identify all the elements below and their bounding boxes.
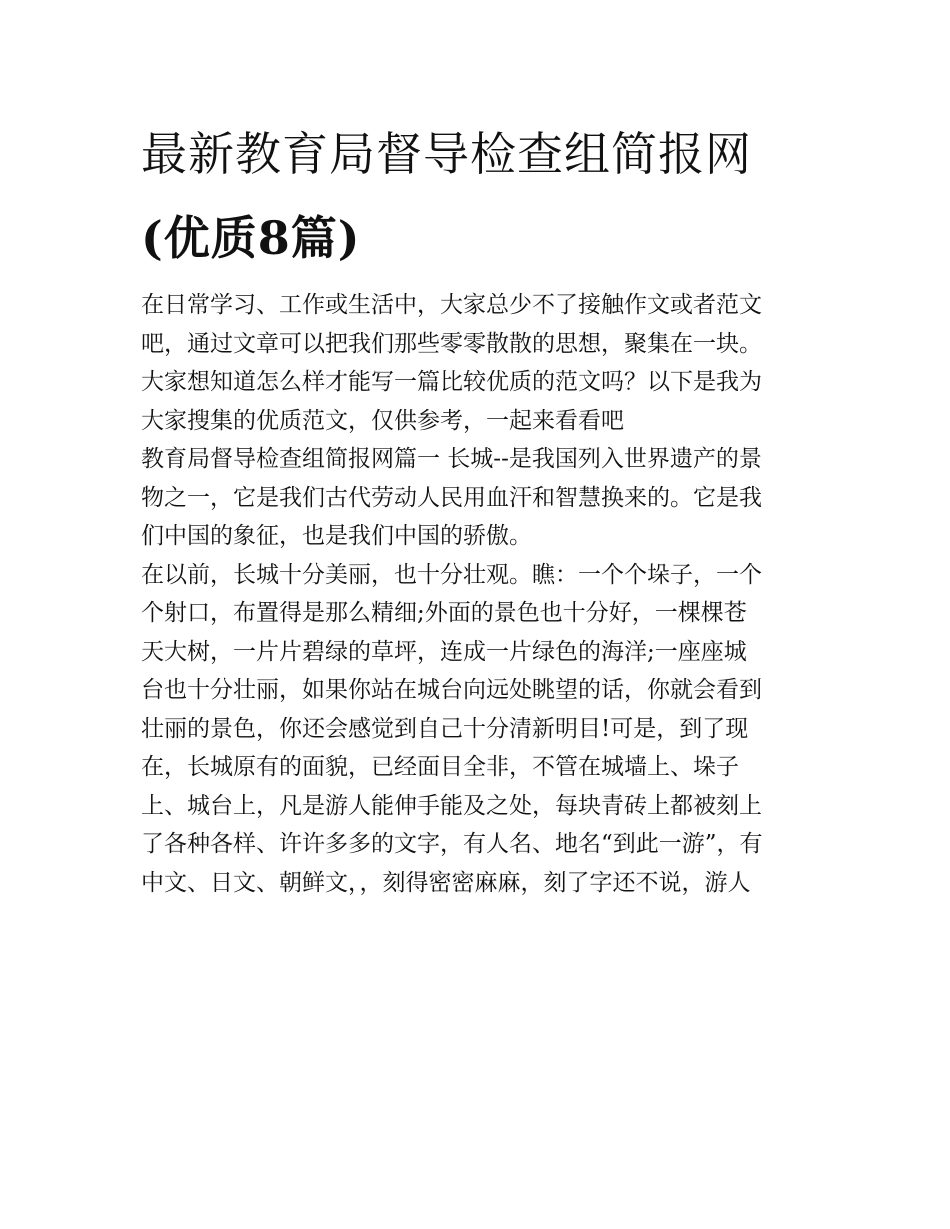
- text-line: 大家搜集的优质范文，仅供参考，一起来看看吧: [141, 407, 624, 434]
- paragraph-intro: [141, 286, 813, 440]
- paragraph-article-one: [141, 440, 813, 556]
- text-line: 在日常学习、工作或生活中，大家总少不了接触作文或者范文: [141, 292, 762, 318]
- paragraph-great-wall: [141, 556, 813, 903]
- text-line: 上、城台上，凡是游人能伸手能及之处，每块青砖上都被刻上: [141, 792, 762, 819]
- text-line: 在以前，长城十分美丽，也十分壮观。瞧：一个个垛子，一个: [141, 561, 762, 588]
- title-line: 最新教育局督导检查组简报网: [141, 127, 752, 181]
- document-page: [141, 112, 813, 902]
- text-line: 个射口，布置得是那么精细;外面的景色也十分好，一棵棵苍: [141, 600, 747, 626]
- text-line: 吧，通过文章可以把我们那些零零散散的思想，聚集在一块。: [141, 330, 762, 357]
- text-line: 中文、日文、朝鲜文，，刻得密密麻麻，刻了字还不说，游人: [141, 869, 751, 896]
- text-line: 教育局督导检查组简报网篇一 长城--是我国列入世界遗产的景: [141, 446, 762, 472]
- text-line: 天大树，一片片碧绿的草坪，连成一片绿色的海洋;一座座城: [141, 638, 747, 665]
- document-body: [141, 286, 813, 902]
- text-line: 们中国的象征，也是我们中国的骄傲。: [141, 523, 532, 549]
- text-line: 壮丽的景色，你还会感觉到自己十分清新明目!可是，到了现: [141, 715, 749, 742]
- text-line: 台也十分壮丽，如果你站在城台向远处眺望的话，你就会看到: [141, 677, 762, 703]
- text-line: 物之一，它是我们古代劳动人民用血汗和智慧换来的。它是我: [141, 484, 762, 511]
- document-title: [141, 112, 813, 280]
- text-line: 大家想知道怎么样才能写一篇比较优质的范文吗？以下是我为: [141, 369, 762, 395]
- text-line: 了各种各样、许许多多的文字，有人名、地名“到此一游”，有: [141, 831, 763, 857]
- text-line: 在，长城原有的面貌，已经面目全非，不管在城墙上、垛子: [141, 754, 739, 780]
- title-line: (优质8篇): [141, 211, 361, 265]
